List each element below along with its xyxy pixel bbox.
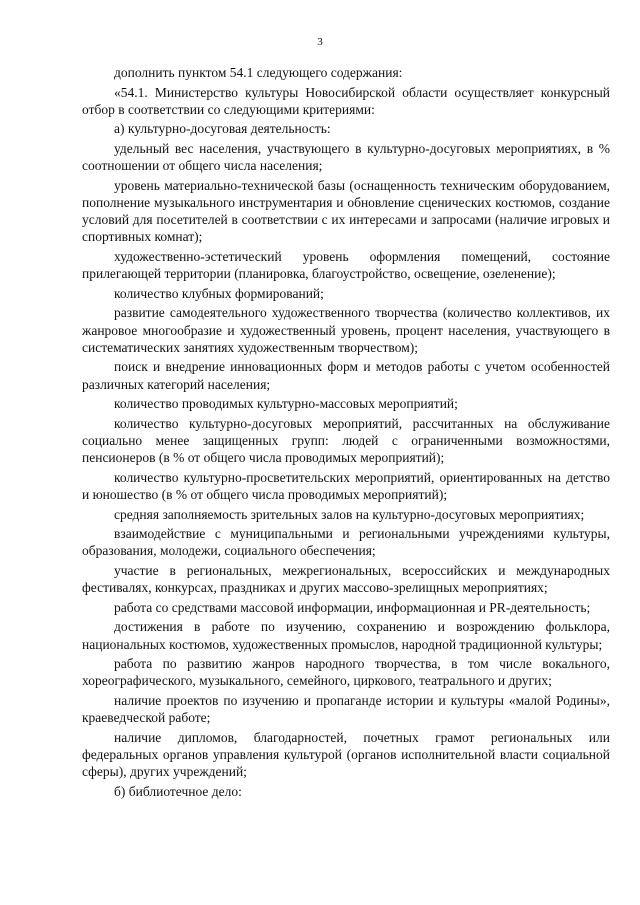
paragraph: удельный вес населения, участвующего в культурно-досуговых мероприятиях, в % соотношении от общего числа населения; xyxy=(82,140,610,174)
paragraph: количество культурно-просветительских мероприятий, ориентированных на детство и юношество (в % от общего числа проводимых мероприятий); xyxy=(82,469,610,502)
document-body xyxy=(82,64,610,802)
paragraph: количество клубных формирований; xyxy=(114,285,324,301)
paragraph: средняя заполняемость зрительных залов на культурно-досуговых мероприятиях; xyxy=(114,506,585,522)
paragraph: художественно-эстетический уровень оформления помещений, состояние прилегающей территории (планировка, благоустройство, освещение, озеленение); xyxy=(82,248,610,282)
paragraph: наличие проектов по изучению и пропаганде истории и культуры «малой Родины», краеведческой работе; xyxy=(82,692,610,726)
paragraph: достижения в работе по изучению, сохранению и возрождению фольклора, национальных костюмов, художественных промыслов, народной традиционной культуры; xyxy=(82,619,610,652)
paragraph: работа по развитию жанров народного творчества, в том числе вокального, хореографического, музыкального, семейного, циркового, театрального и других; xyxy=(82,656,610,689)
paragraph: развитие самодеятельного художественного творчества (количество коллективов, их жанровое многообразие и художественный уровень, процент населения, участвующего в систематических занятиях художественным творчеством); xyxy=(82,305,610,355)
paragraph: количество культурно-досуговых мероприятий, рассчитанных на обслуживание социально менее защищенных групп: людей с ограниченными возможностями, пенсионеров (в % от общего числа проводимых мероприятий); xyxy=(82,415,610,466)
paragraph: поиск и внедрение инновационных форм и методов работы с учетом особенностей различных категорий населения; xyxy=(82,359,610,392)
paragraph: уровень материально-технической базы (оснащенность техническим оборудованием, пополнение музыкального инструментария и обновление сценических костюмов, создание условий для посетителей в соответствии с их интересами и запросами (наличие игровых и спортивных комнат); xyxy=(82,177,610,245)
paragraph: участие в региональных, межрегиональных, всероссийских и международных фестивалях, конкурсах, праздниках и других массово-зрелищных мероприятиях; xyxy=(82,562,610,596)
paragraph: наличие дипломов, благодарностей, почетных грамот региональных или федеральных органов управления культурой (органов исполнительной власти социальной сферы), других учреждений; xyxy=(82,729,610,780)
paragraph: б) библиотечное дело: xyxy=(114,783,242,799)
paragraph: взаимодействие с муниципальными и региональными учреждениями культуры, образования, молодежи, социального обеспечения; xyxy=(82,526,610,559)
page-number: 3 xyxy=(317,36,323,48)
paragraph: дополнить пунктом 54.1 следующего содержания: xyxy=(114,65,403,80)
paragraph: работа со средствами массовой информации, информационная и PR-деятельность; xyxy=(114,599,591,615)
paragraph: количество проводимых культурно-массовых мероприятий; xyxy=(114,396,458,412)
paragraph: а) культурно-досуговая деятельность: xyxy=(114,121,331,137)
paragraph: «54.1. Министерство культуры Новосибирской области осуществляет конкурсный отбор в соответствии со следующими критериями: xyxy=(82,84,610,117)
